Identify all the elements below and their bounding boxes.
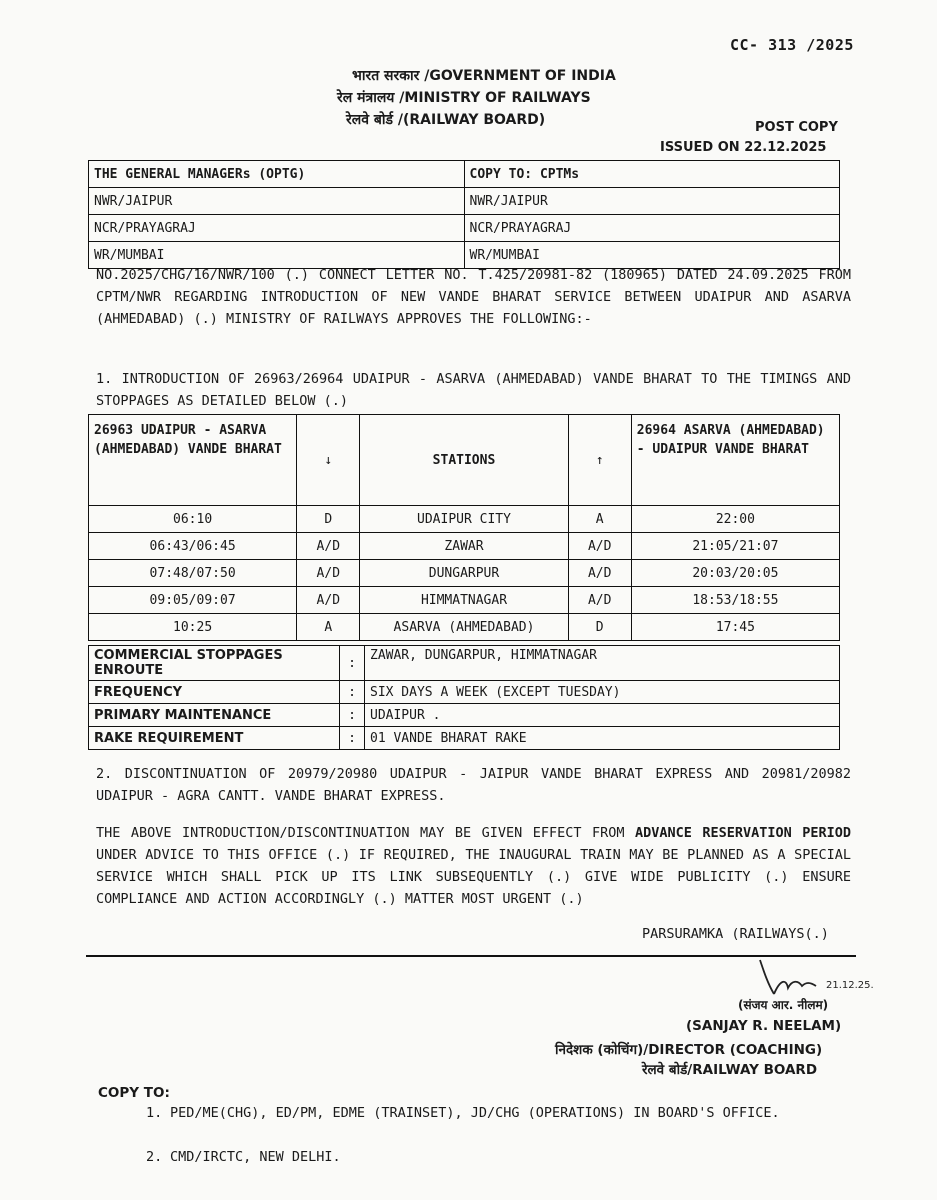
list-text: CMD/IRCTC, NEW DELHI. <box>170 1149 341 1165</box>
up-time: 17:45 <box>631 614 839 641</box>
detail-separator: : <box>340 681 365 704</box>
station: UDAIPUR CITY <box>360 506 568 533</box>
up-time: 20:03/20:05 <box>631 560 839 587</box>
handwritten-signature <box>730 958 880 998</box>
addressee-left: NCR/PRAYAGRAJ <box>89 215 465 242</box>
down-arrow-icon: ↓ <box>297 415 360 506</box>
detail-value: SIX DAYS A WEEK (EXCEPT TUESDAY) <box>365 681 840 704</box>
down-ad: A <box>297 614 360 641</box>
up-train-head: 26964 ASARVA (AHMEDABAD) - UDAIPUR VANDE BHARAT <box>631 415 839 506</box>
table-row <box>89 533 840 560</box>
closing-bold-text: ADVANCE RESERVATION PERIOD <box>634 825 852 841</box>
table-row <box>89 506 840 533</box>
down-time: 10:25 <box>89 614 297 641</box>
header-ministry: रेल मंत्रालय /MINISTRY OF RAILWAYS <box>337 90 591 106</box>
addressee-right: NCR/PRAYAGRAJ <box>464 215 840 242</box>
up-ad: A <box>568 506 631 533</box>
station: ZAWAR <box>360 533 568 560</box>
station: HIMMATNAGAR <box>360 587 568 614</box>
table-row <box>89 560 840 587</box>
list-item <box>146 1102 858 1124</box>
timetable-header-row <box>89 415 840 506</box>
detail-value: UDAIPUR . <box>365 704 840 727</box>
table-row <box>89 727 840 750</box>
up-ad: A/D <box>568 560 631 587</box>
detail-key: RAKE REQUIREMENT <box>89 727 340 750</box>
down-ad: A/D <box>297 587 360 614</box>
down-ad: D <box>297 506 360 533</box>
up-time: 22:00 <box>631 506 839 533</box>
signatory-office: रेलवे बोर्ड/RAILWAY BOARD <box>642 1062 818 1078</box>
list-number: 1. <box>146 1105 163 1121</box>
detail-key: FREQUENCY <box>89 681 340 704</box>
up-arrow-icon: ↑ <box>568 415 631 506</box>
post-copy-label: POST COPY <box>755 120 838 135</box>
table-row <box>89 614 840 641</box>
table-row <box>89 704 840 727</box>
closing-text-1: THE ABOVE INTRODUCTION/DISCONTINUATION MAY BE GIVEN EFFECT FROM <box>96 825 635 841</box>
down-ad: A/D <box>297 560 360 587</box>
copy-to-heading: COPY TO: <box>98 1085 170 1101</box>
signatory-name: (SANJAY R. NEELAM) <box>686 1018 842 1034</box>
stations-head: STATIONS <box>360 415 568 506</box>
station: ASARVA (AHMEDABAD) <box>360 614 568 641</box>
detail-key: PRIMARY MAINTENANCE <box>89 704 340 727</box>
down-time: 09:05/09:07 <box>89 587 297 614</box>
table-row <box>89 681 840 704</box>
down-time: 06:43/06:45 <box>89 533 297 560</box>
signature-date: 21.12.25. <box>826 980 874 991</box>
detail-separator: : <box>340 646 365 681</box>
down-time: 07:48/07:50 <box>89 560 297 587</box>
detail-value: 01 VANDE BHARAT RAKE <box>365 727 840 750</box>
up-time: 21:05/21:07 <box>631 533 839 560</box>
addressee-left: NWR/JAIPUR <box>89 188 465 215</box>
up-ad: A/D <box>568 533 631 560</box>
addressee-head-left: THE GENERAL MANAGERs (OPTG) <box>89 161 465 188</box>
header-government: भारत सरकार /GOVERNMENT OF INDIA <box>352 68 616 84</box>
down-time: 06:10 <box>89 506 297 533</box>
service-details-table <box>88 645 840 750</box>
timetable <box>88 414 840 641</box>
up-ad: A/D <box>568 587 631 614</box>
addressee-right: WR/MUMBAI <box>464 242 840 269</box>
addressee-head-right: COPY TO: CPTMs <box>464 161 840 188</box>
header-board: रेलवे बोर्ड /(RAILWAY BOARD) <box>346 112 546 128</box>
point-2-paragraph: 2. DISCONTINUATION OF 20979/20980 UDAIPUR - JAIPUR VANDE BHARAT EXPRESS AND 20981/20982 UDAIPUR - AGRA CANTT. VANDE BHARAT EXPRESS. <box>96 766 851 804</box>
reference-number: CC- 313 /2025 <box>730 36 854 54</box>
detail-separator: : <box>340 704 365 727</box>
station: DUNGARPUR <box>360 560 568 587</box>
up-ad: D <box>568 614 631 641</box>
detail-key: COMMERCIAL STOPPAGES ENROUTE <box>89 646 340 681</box>
divider <box>86 955 856 957</box>
addressee-table <box>88 160 840 269</box>
up-time: 18:53/18:55 <box>631 587 839 614</box>
intro-paragraph: NO.2025/CHG/16/NWR/100 (.) CONNECT LETTER NO. T.425/20981-82 (180965) DATED 24.09.2025 FROM CPTM/NWR REGARDING INTRODUCTION OF NEW VANDE BHARAT SERVICE BETWEEN UDAIPUR AND ASARVA (AHMEDABAD) (.) MINISTRY OF RAILWAYS APPROVES THE FOLLOWING:- <box>96 267 851 327</box>
down-train-head: 26963 UDAIPUR - ASARVA (AHMEDABAD) VANDE BHARAT <box>89 415 297 506</box>
detail-separator: : <box>340 727 365 750</box>
closing-text-2: UNDER ADVICE TO THIS OFFICE (.) IF REQUIRED, THE INAUGURAL TRAIN MAY BE PLANNED AS A SPECIAL SERVICE WHICH SHALL PICK UP ITS LINK SUBSEQUENTLY (.) GIVE WIDE PUBLICITY (.) ENSURE COMPLIANCE AND ACTION ACCORDINGLY (.) MATTER MOST URGENT (.) <box>96 847 851 907</box>
issued-date: ISSUED ON 22.12.2025 <box>660 140 827 155</box>
signatory-name-hindi: (संजय आर. नीलम) <box>738 998 829 1012</box>
addressee-right: NWR/JAIPUR <box>464 188 840 215</box>
addressee-left: WR/MUMBAI <box>89 242 465 269</box>
list-text: PED/ME(CHG), ED/PM, EDME (TRAINSET), JD/CHG (OPERATIONS) IN BOARD'S OFFICE. <box>170 1105 780 1121</box>
signatory-title: निदेशक (कोचिंग)/DIRECTOR (COACHING) <box>555 1042 823 1058</box>
table-row <box>89 587 840 614</box>
sender-line: PARSURAMKA (RAILWAYS(.) <box>642 926 829 942</box>
point-1-paragraph: 1. INTRODUCTION OF 26963/26964 UDAIPUR - ASARVA (AHMEDABAD) VANDE BHARAT TO THE TIMINGS AND STOPPAGES AS DETAILED BELOW (.) <box>96 371 851 409</box>
table-row <box>89 646 840 681</box>
detail-value: ZAWAR, DUNGARPUR, HIMMATNAGAR <box>365 646 840 681</box>
list-item <box>146 1146 858 1168</box>
list-number: 2. <box>146 1149 163 1165</box>
closing-paragraph <box>96 822 851 910</box>
down-ad: A/D <box>297 533 360 560</box>
